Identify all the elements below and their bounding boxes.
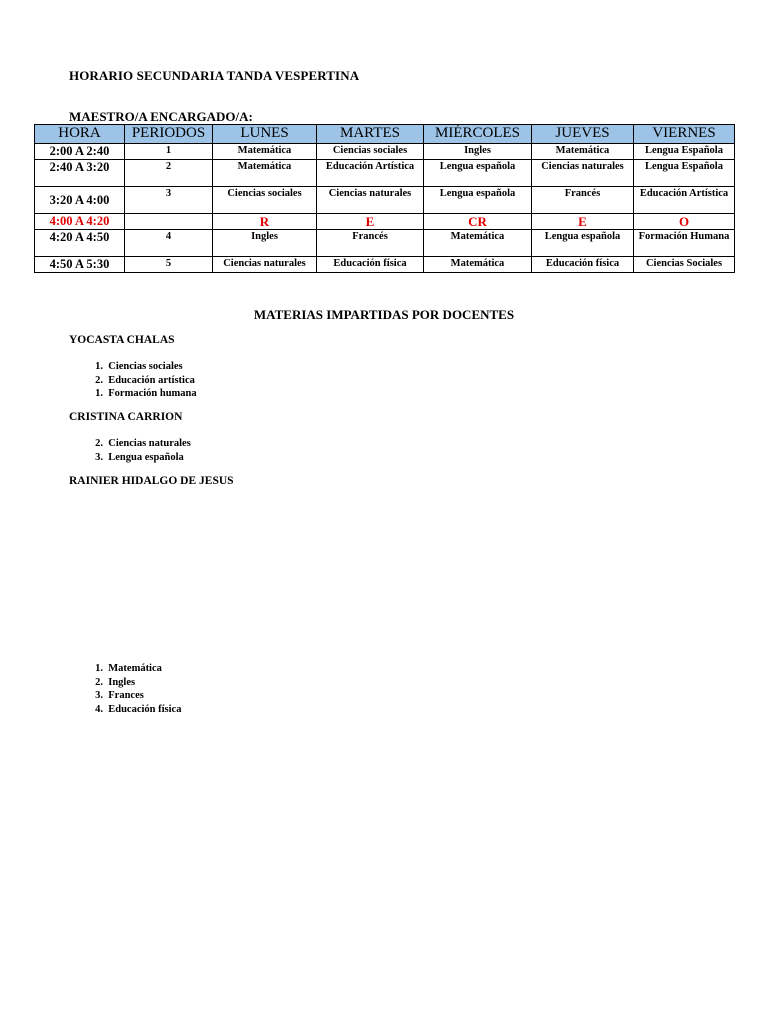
recreo-row xyxy=(35,214,735,230)
docente-name: RAINIER HIDALGO DE JESUS xyxy=(69,475,234,487)
martes-cell: Ciencias naturales xyxy=(317,187,424,214)
header-periodos: PERIODOS xyxy=(125,125,213,144)
viernes-cell: Educación Artística xyxy=(634,187,735,214)
hora-cell: 4:50 A 5:30 xyxy=(35,257,125,273)
lunes-cell: Ciencias sociales xyxy=(213,187,317,214)
hora-cell: 3:20 A 4:00 xyxy=(35,187,125,214)
list-item xyxy=(69,689,181,703)
recreo-letter: E xyxy=(317,214,424,230)
martes-cell: Educación Artística xyxy=(317,160,424,187)
subject-text: Ingles xyxy=(108,676,136,688)
periodo-cell xyxy=(125,214,213,230)
subject-text: Lengua española xyxy=(108,451,184,463)
viernes-cell: Formación Humana xyxy=(634,230,735,257)
list-item xyxy=(69,662,181,676)
schedule-row xyxy=(35,160,735,187)
teacher-in-charge-label: MAESTRO/A ENCARGADO/A: xyxy=(69,109,253,124)
miercoles-cell: Lengua española xyxy=(424,160,532,187)
viernes-cell: Ciencias Sociales xyxy=(634,257,735,273)
list-item xyxy=(69,451,191,465)
header-hora: HORA xyxy=(35,125,125,144)
subject-list xyxy=(69,437,191,464)
list-item xyxy=(69,360,197,374)
hora-cell: 4:20 A 4:50 xyxy=(35,230,125,257)
list-number: 2. xyxy=(95,374,103,386)
schedule-row xyxy=(35,144,735,160)
subject-text: Formación humana xyxy=(108,388,197,399)
schedule-row xyxy=(35,230,735,257)
martes-cell: Ciencias sociales xyxy=(317,144,424,160)
lunes-cell: Ciencias naturales xyxy=(213,257,317,273)
list-item xyxy=(69,374,197,388)
schedule-header-row xyxy=(35,125,735,144)
recreo-letter: E xyxy=(532,214,634,230)
list-number: 2. xyxy=(95,438,103,449)
list-item xyxy=(69,676,181,690)
subject-list xyxy=(69,360,197,401)
hora-cell: 2:40 A 3:20 xyxy=(35,160,125,187)
miercoles-cell: Matemática xyxy=(424,257,532,273)
list-number: 1. xyxy=(95,388,103,399)
martes-cell: Educación física xyxy=(317,257,424,273)
subject-text: Ciencias naturales xyxy=(108,438,191,449)
periodo-cell: 1 xyxy=(125,144,213,160)
periodo-cell: 4 xyxy=(125,230,213,257)
list-item xyxy=(69,703,181,717)
schedule-table xyxy=(34,124,735,273)
materias-title: MATERIAS IMPARTIDAS POR DOCENTES xyxy=(253,307,515,322)
jueves-cell: Matemática xyxy=(532,144,634,160)
miercoles-cell: Matemática xyxy=(424,230,532,257)
list-number: 3. xyxy=(95,690,103,701)
recreo-letter: CR xyxy=(424,214,532,230)
subject-list xyxy=(69,662,181,716)
periodo-cell: 3 xyxy=(125,187,213,214)
document-title: HORARIO SECUNDARIA TANDA VESPERTINA xyxy=(69,68,360,83)
subject-text: Matemática xyxy=(108,663,162,674)
header-jueves: JUEVES xyxy=(532,125,634,144)
subject-text: Educación física xyxy=(108,703,182,715)
jueves-cell: Ciencias naturales xyxy=(532,160,634,187)
recreo-letter: R xyxy=(213,214,317,230)
subject-text: Educación artística xyxy=(108,374,195,386)
jueves-cell: Lengua española xyxy=(532,230,634,257)
header-martes: MARTES xyxy=(317,125,424,144)
subject-text: Frances xyxy=(108,690,144,701)
list-number: 4. xyxy=(95,703,103,715)
docente-name: YOCASTA CHALAS xyxy=(69,334,175,346)
hora-cell: 4:00 A 4:20 xyxy=(35,214,125,230)
list-item xyxy=(69,387,197,401)
viernes-cell: Lengua Española xyxy=(634,160,735,187)
viernes-cell: Lengua Española xyxy=(634,144,735,160)
miercoles-cell: Lengua española xyxy=(424,187,532,214)
header-miercoles: MIÉRCOLES xyxy=(424,125,532,144)
jueves-cell: Francés xyxy=(532,187,634,214)
periodo-cell: 2 xyxy=(125,160,213,187)
docente-name: CRISTINA CARRION xyxy=(69,411,183,423)
lunes-cell: Ingles xyxy=(213,230,317,257)
recreo-letter: O xyxy=(634,214,735,230)
list-number: 1. xyxy=(95,361,103,372)
subject-text: Ciencias sociales xyxy=(108,361,183,372)
martes-cell: Francés xyxy=(317,230,424,257)
header-viernes: VIERNES xyxy=(634,125,735,144)
lunes-cell: Matemática xyxy=(213,160,317,187)
hora-cell: 2:00 A 2:40 xyxy=(35,144,125,160)
schedule-row xyxy=(35,187,735,214)
list-item xyxy=(69,437,191,451)
periodo-cell: 5 xyxy=(125,257,213,273)
miercoles-cell: Ingles xyxy=(424,144,532,160)
list-number: 2. xyxy=(95,676,103,688)
lunes-cell: Matemática xyxy=(213,144,317,160)
jueves-cell: Educación física xyxy=(532,257,634,273)
header-lunes: LUNES xyxy=(213,125,317,144)
schedule-row xyxy=(35,257,735,273)
list-number: 3. xyxy=(95,451,103,463)
list-number: 1. xyxy=(95,663,103,674)
